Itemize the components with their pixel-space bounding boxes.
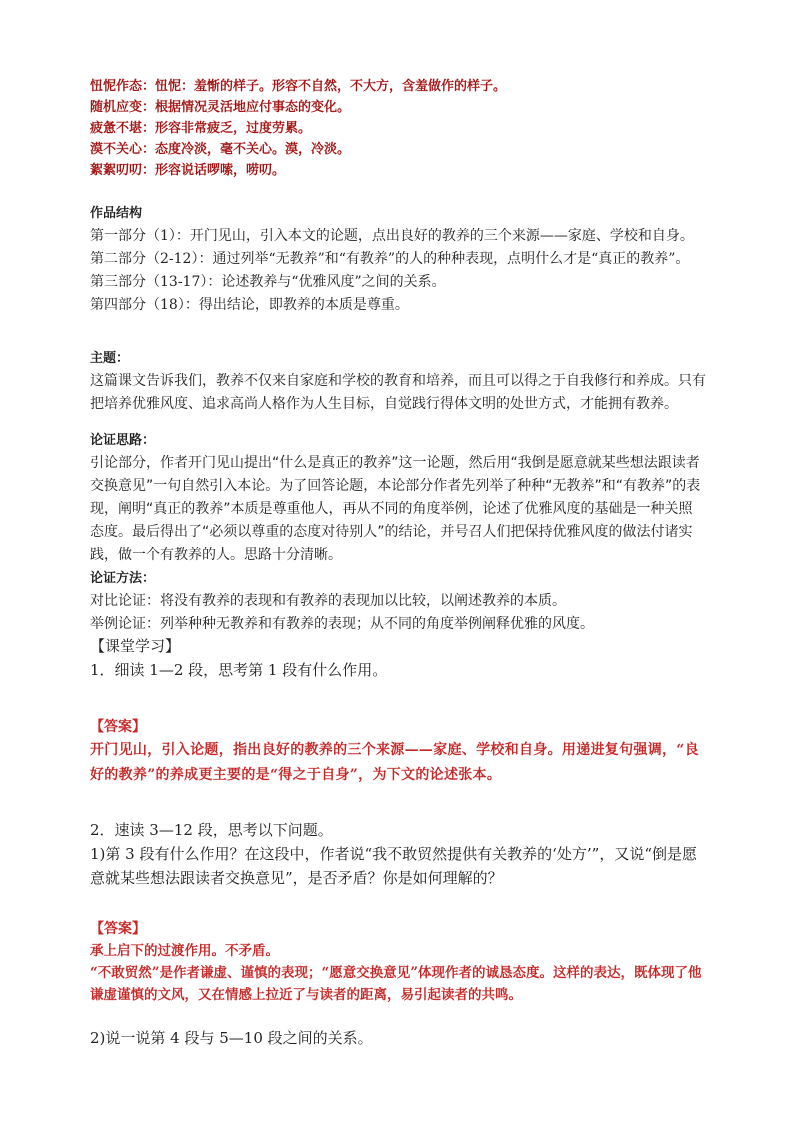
answer-tag: 【答案】 [90,719,146,735]
question-2-2: 2)说一说第 4 段与 5—10 段之间的关系。 [90,1029,373,1047]
answer-2-line-2: “不敢贸然”是作者谦虚、谨慎的表现；“愿意交换意见”体现作者的诚恳态度。这样的表达，既体现了他谦虚谨慎的文风，又在情感上拉近了与读者的距离，易引起读者的共鸣。 [90,965,702,1003]
structure-part: 第一部分（1）：开门见山，引入本文的论题，点出良好的教养的三个来源——家庭、学校和自身。 [90,228,694,244]
structure-part: 第四部分（18）：得出结论，即教养的本质是尊重。 [90,297,409,313]
argument-section [90,429,706,636]
structure-title: 作品结构 [90,206,143,221]
classroom-section [90,634,706,682]
structure-part: 第三部分（13-17）：论述教养与“优雅风度”之间的关系。 [90,274,446,290]
vocab-item: 疲惫不堪：形容非常疲乏，过度劳累。 [90,121,312,136]
methods-label: 论证方法： [90,571,156,586]
method-item: 举例论证：列举种种无教养和有教养的表现；从不同的角度举例阐释优雅的风度。 [90,616,594,632]
vocab-item: 忸怩作态：忸怩：羞惭的样子。形容不自然，不大方，含羞做作的样子。 [90,79,507,94]
vocab-item: 随机应变：根据情况灵活地应付事态的变化。 [90,100,351,115]
question-1: 1．细读 1—2 段，思考第 1 段有什么作用。 [90,661,388,679]
structure-part: 第二部分（2-12）：通过列举“无教养”和“有教养”的人的种种表现，点明什么才是“真正的教养”。 [90,251,690,267]
question-2: 2．速读 3—12 段，思考以下问题。 [90,821,333,839]
theme-label: 主题： [90,351,130,366]
question-2-block [90,818,706,890]
vocabulary-list [90,76,706,181]
vocab-item: 絮絮叨叨：形容说话啰嗦，唠叨。 [90,163,286,178]
answer-2-block [90,918,706,1006]
vocab-item: 漠不关心：态度冷淡，毫不关心。漠，冷淡。 [90,142,351,157]
question-2-1: 1)第 3 段有什么作用？在这段中，作者说“我不敢贸然提供有关教养的‘处方’”，又说“倒是愿意就某些想法跟读者交换意见”，是否矛盾？你是如何理解的？ [90,845,698,887]
argument-label: 论证思路： [90,433,156,448]
structure-section [90,202,706,317]
theme-text: 这篇课文告诉我们，教养不仅来自家庭和学校的教育和培养，而且可以得之于自我修行和养成。只有把培养优雅风度、追求高尚人格作为人生目标，自觉践行得体文明的处世方式，才能拥有教养。 [90,373,706,412]
answer-2-line-1: 承上启下的过渡作用。不矛盾。 [90,943,279,959]
question-2-2-block [90,1026,706,1050]
answer-1-text: 开门见山，引入论题，指出良好的教养的三个来源——家庭、学校和自身。用递进复句强调，“良好的教养”的养成更主要的是“得之于自身”，为下文的论述张本。 [90,742,699,783]
method-item: 对比论证：将没有教养的表现和有教养的表现加以比较，以阐述教养的本质。 [90,593,566,609]
classroom-heading: 【课堂学习】 [90,637,181,655]
answer-1-block [90,716,706,788]
argument-text: 引论部分，作者开门见山提出“什么是真正的教养”这一论题，然后用“我倒是愿意就某些想法跟读者交换意见”一句自然引入本论。为了回答论题，本论部分作者先列举了种种“无教养”和“有教养”的表现，阐明“真正的教养”本质是尊重他人，再从不同的角度举例，论述了优雅风度的基础是一种关照态度。最后得出了“必须以尊重的态度对待别人”的结论，并号召人们把保持优雅风度的做法付诸实践，做一个有教养的人。思路十分清晰。 [90,455,701,563]
answer-tag: 【答案】 [90,921,146,937]
theme-section [90,347,706,416]
